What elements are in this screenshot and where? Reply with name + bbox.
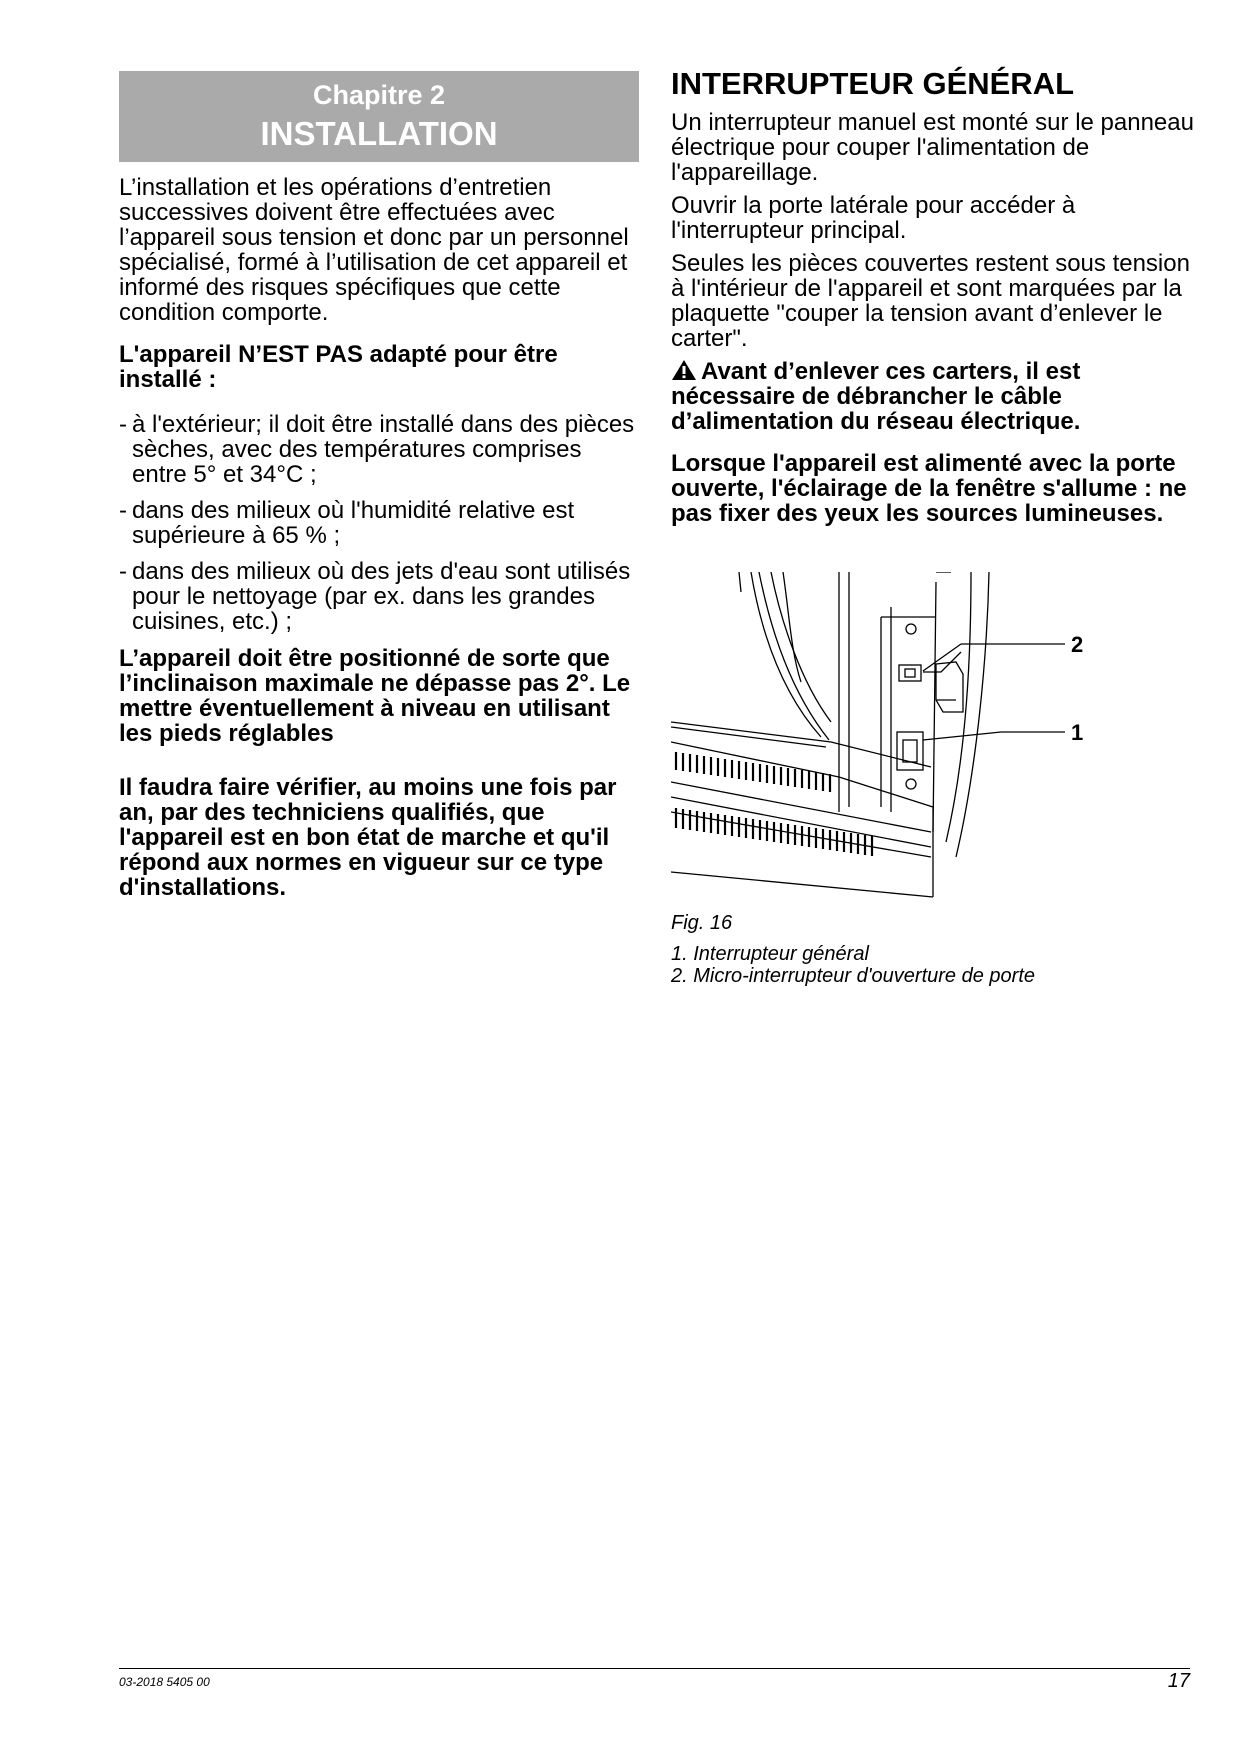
left-column: [119, 71, 639, 900]
list-item-text: à l'extérieur; il doit être installé dans des pièces sèches, avec des températures comprises entre 5° et 34°C ;: [132, 411, 635, 488]
document-code: 03-2018 5405 00: [119, 1675, 210, 1689]
figure-16-illustration: [671, 572, 1131, 912]
paragraph-switch: Un interrupteur manuel est monté sur le panneau électrique pour couper l'alimentation de l'appareillage.: [671, 109, 1194, 186]
not-suited-list: [119, 412, 639, 634]
right-column: [671, 66, 1201, 526]
list-item-text: dans des milieux où l'humidité relative est supérieure à 65 % ;: [132, 497, 575, 549]
list-item: - dans des milieux où des jets d'eau sont utilisés pour le nettoyage (par ex. dans les grandes cuisines, etc.) ;: [119, 558, 631, 635]
switch-diagram: [671, 572, 1131, 912]
list-item: - dans des milieux où l'humidité relative est supérieure à 65 % ;: [119, 497, 575, 549]
paragraph-live-parts: Seules les pièces couvertes restent sous tension à l'intérieur de l'appareil et sont marquées par la plaquette "couper la tension avant d’enlever le carter".: [671, 250, 1190, 352]
chapter-number: Chapitre 2: [312, 80, 446, 110]
installation-intro: L’installation et les opérations d’entretien successives doivent être effectuées avec l’appareil sous tension et donc par un personnel spécialisé, formé à l’utilisation de cet appareil et informé des risques spécifiques que cette condition comporte.: [119, 174, 629, 326]
figure-caption: Fig. 16: [671, 912, 733, 934]
warning-text: Avant d’enlever ces carters, il est nécessaire de débrancher le câble d’alimentation du réseau électrique.: [671, 358, 1081, 435]
callout-2: 2: [1071, 632, 1084, 657]
legend-item: 1. Interrupteur général: [671, 943, 869, 965]
warning-paragraph: [671, 359, 1201, 434]
warning-triangle-icon: [671, 359, 697, 381]
list-item: - à l'extérieur; il doit être installé dans des pièces sèches, avec des températures comprises entre 5° et 34°C ;: [119, 411, 635, 488]
inclination-note: L’appareil doit être positionné de sorte que l’inclinaison maximale ne dépasse pas 2°. Le mettre éventuellement à niveau en utilisant les pieds réglables: [119, 645, 631, 747]
footer-divider: [119, 1668, 1190, 1669]
lighting-warning: Lorsque l'appareil est alimenté avec la porte ouverte, l'éclairage de la fenêtre s'allume : ne pas fixer des yeux les sources lumineuses.: [671, 450, 1187, 527]
legend-item: 2. Micro-interrupteur d'ouverture de porte: [671, 965, 1035, 987]
figure-legend: [671, 943, 1035, 987]
page-number: 17: [1167, 1670, 1190, 1692]
list-item-text: dans des milieux où des jets d'eau sont utilisés pour le nettoyage (par ex. dans les grandes cuisines, etc.) ;: [132, 558, 631, 635]
section-title: INTERRUPTEUR GÉNÉRAL: [671, 66, 1075, 101]
paragraph-door: Ouvrir la porte latérale pour accéder à l'interrupteur principal.: [671, 192, 1076, 244]
callout-1: 1: [1071, 720, 1084, 745]
chapter-header: [119, 71, 639, 162]
chapter-title: INSTALLATION: [260, 115, 498, 152]
not-suited-heading: L'appareil N’EST PAS adapté pour être installé :: [119, 341, 558, 393]
annual-check-note: Il faudra faire vérifier, au moins une fois par an, par des techniciens qualifiés, que l'appareil est en bon état de marche et qu'il répond aux normes en vigueur sur ce type d'installations.: [119, 774, 617, 901]
